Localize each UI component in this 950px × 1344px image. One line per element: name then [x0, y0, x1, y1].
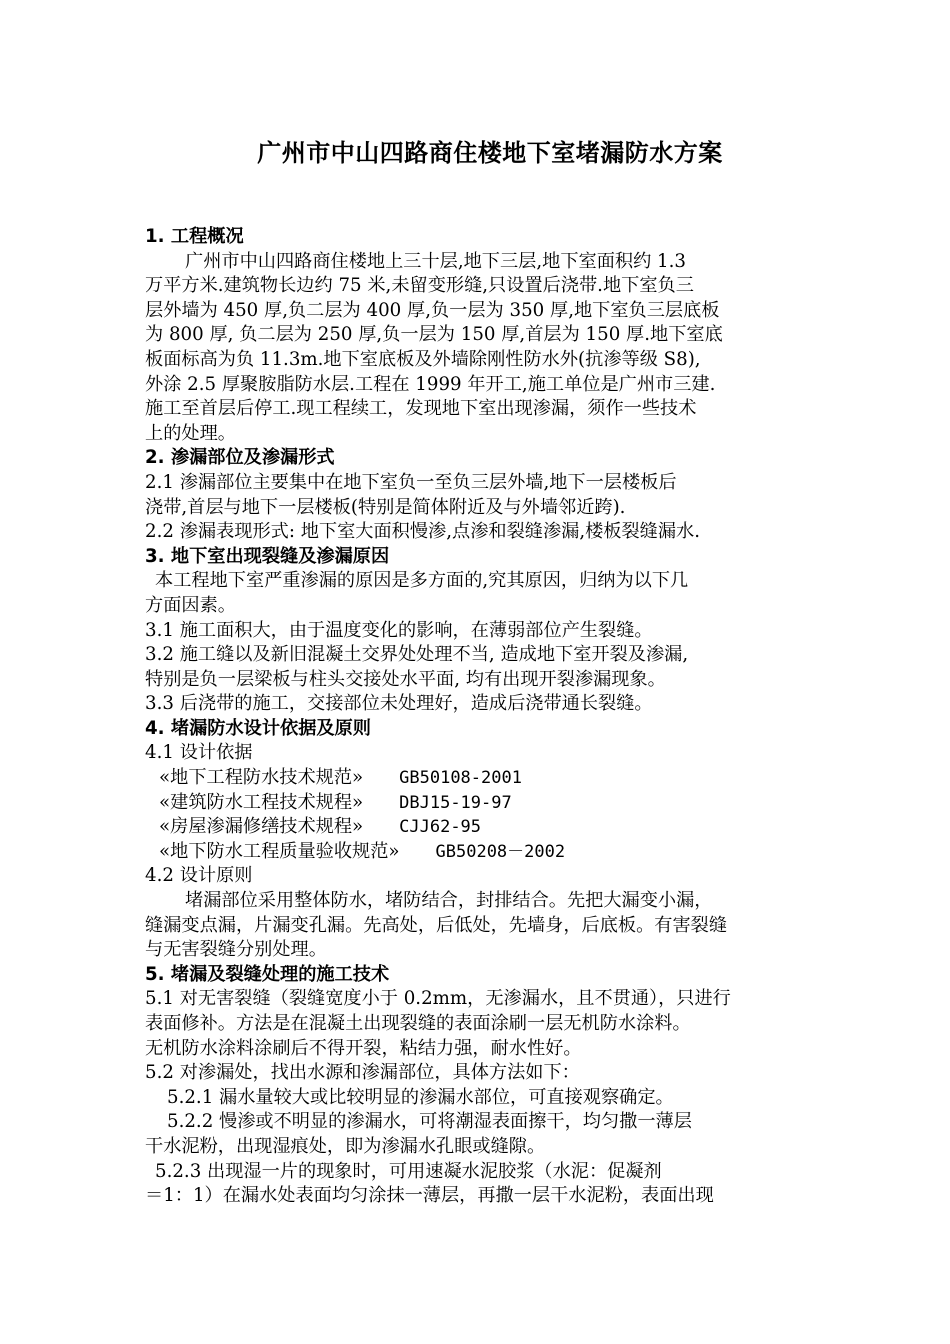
standard-item — [145, 815, 817, 840]
paragraph-line: 干水泥粉，出现湿痕处，即为渗漏水孔眼或缝隙。 — [145, 1135, 546, 1157]
section-heading: 2. 渗漏部位及渗漏形式 — [145, 447, 335, 469]
paragraph-line: 与无害裂缝分别处理。 — [145, 939, 327, 961]
standard-code: DBJ15-19-97 — [399, 792, 512, 813]
paragraph-line: 外涂 2.5 厚聚胺脂防水层.工程在 1999 年开工,施工单位是广州市三建. — [145, 373, 716, 395]
section-heading: 4. 堵漏防水设计依据及原则 — [145, 717, 371, 739]
section-heading: 3. 地下室出现裂缝及渗漏原因 — [145, 545, 390, 567]
paragraph-line: 浇带,首层与地下一层楼板(特别是简体附近及与外墙邻近跨). — [145, 496, 626, 518]
paragraph-line: 上的处理。 — [145, 422, 236, 444]
document-body — [145, 225, 817, 1209]
standard-item — [145, 791, 817, 816]
paragraph-line: 3.2 施工缝以及新旧混凝土交界处处理不当, 造成地下室开裂及渗漏, — [145, 644, 689, 666]
paragraph-line: 板面标高为负 11.3m.地下室底板及外墙除刚性防水外(抗渗等级 S8), — [145, 348, 701, 370]
section-heading: 1. 工程概况 — [145, 226, 244, 247]
standard-name: «房屋渗漏修缮技术规程» — [159, 816, 364, 838]
standard-code: CJJ62-95 — [399, 817, 482, 838]
document-title: 广州市中山四路商住楼地下室堵漏防水方案 — [257, 139, 723, 167]
paragraph-line: 5.2.2 慢渗或不明显的渗漏水，可将潮湿表面擦干，均匀撒一薄层 — [167, 1111, 692, 1133]
paragraph-line: ＝1：1）在漏水处表面均匀涂抹一薄层，再撒一层干水泥粉，表面出现 — [145, 1185, 714, 1207]
paragraph-line: 4.1 设计依据 — [145, 742, 253, 764]
paragraph-line: 层外墙为 450 厚,负二层为 400 厚,负一层为 350 厚,地下室负三层底板 — [145, 299, 720, 321]
paragraph-line: 广州市中山四路商住楼地上三十层,地下三层,地下室面积约 1.3 — [185, 250, 686, 272]
paragraph-line: 特别是负一层梁板与柱头交接处水平面, 均有出现开裂渗漏现象。 — [145, 668, 666, 690]
paragraph-line: 3.1 施工面积大，由于温度变化的影响，在薄弱部位产生裂缝。 — [145, 619, 653, 641]
paragraph-line: 本工程地下室严重渗漏的原因是多方面的,究其原因，归纳为以下几 — [155, 570, 689, 592]
paragraph-line: 5.2.1 漏水量较大或比较明显的渗漏水部位，可直接观察确定。 — [167, 1086, 674, 1108]
paragraph-line: 缝漏变点漏，片漏变孔漏。先高处，后低处，先墙身，后底板。有害裂缝 — [145, 914, 728, 936]
standard-name: «地下防水工程质量验收规范» — [159, 840, 400, 862]
section-heading: 5. 堵漏及裂缝处理的施工技术 — [145, 963, 390, 985]
paragraph-line: 5.2 对渗漏处，找出水源和渗漏部位，具体方法如下： — [145, 1062, 580, 1084]
standard-item — [145, 840, 817, 865]
standard-name: «建筑防水工程技术规程» — [159, 791, 364, 813]
paragraph-line: 为 800 厚, 负二层为 250 厚,负一层为 150 厚,首层为 150 厚.地下室底 — [145, 324, 723, 346]
paragraph-line: 表面修补。方法是在混凝土出现裂缝的表面涂刷一层无机防水涂料。 — [145, 1013, 691, 1034]
paragraph-line: 施工至首层后停工.现工程续工，发现地下室出现渗漏，须作一些技术 — [145, 398, 697, 420]
standard-item — [145, 766, 817, 791]
paragraph-line: 3.3 后浇带的施工，交接部位未处理好，造成后浇带通长裂缝。 — [145, 693, 653, 715]
paragraph-line: 5.2.3 出现湿一片的现象时，可用速凝水泥胶浆（水泥：促凝剂 — [155, 1160, 662, 1182]
standard-name: «地下工程防水技术规范» — [159, 767, 364, 789]
paragraph-line: 2.2 渗漏表现形式: 地下室大面积慢渗,点渗和裂缝渗漏,楼板裂缝漏水. — [145, 521, 701, 543]
standard-code: GB50208－2002 — [435, 841, 566, 862]
paragraph-line: 堵漏部位采用整体防水，堵防结合，封排结合。先把大漏变小漏， — [185, 890, 713, 912]
paragraph-line: 无机防水涂料涂刷后不得开裂，粘结力强，耐水性好。 — [145, 1037, 582, 1059]
paragraph-line: 方面因素。 — [145, 594, 236, 616]
paragraph-line: 2.1 渗漏部位主要集中在地下室负一至负三层外墙,地下一层楼板后 — [145, 471, 677, 493]
paragraph-line: 5.1 对无害裂缝（裂缝宽度小于 0.2mm，无渗漏水，且不贯通），只进行 — [145, 988, 731, 1010]
paragraph-line: 4.2 设计原则 — [145, 865, 253, 887]
paragraph-line: 万平方米.建筑物长边约 75 米,未留变形缝,只设置后浇带.地下室负三 — [145, 275, 694, 297]
standard-code: GB50108-2001 — [399, 768, 522, 789]
